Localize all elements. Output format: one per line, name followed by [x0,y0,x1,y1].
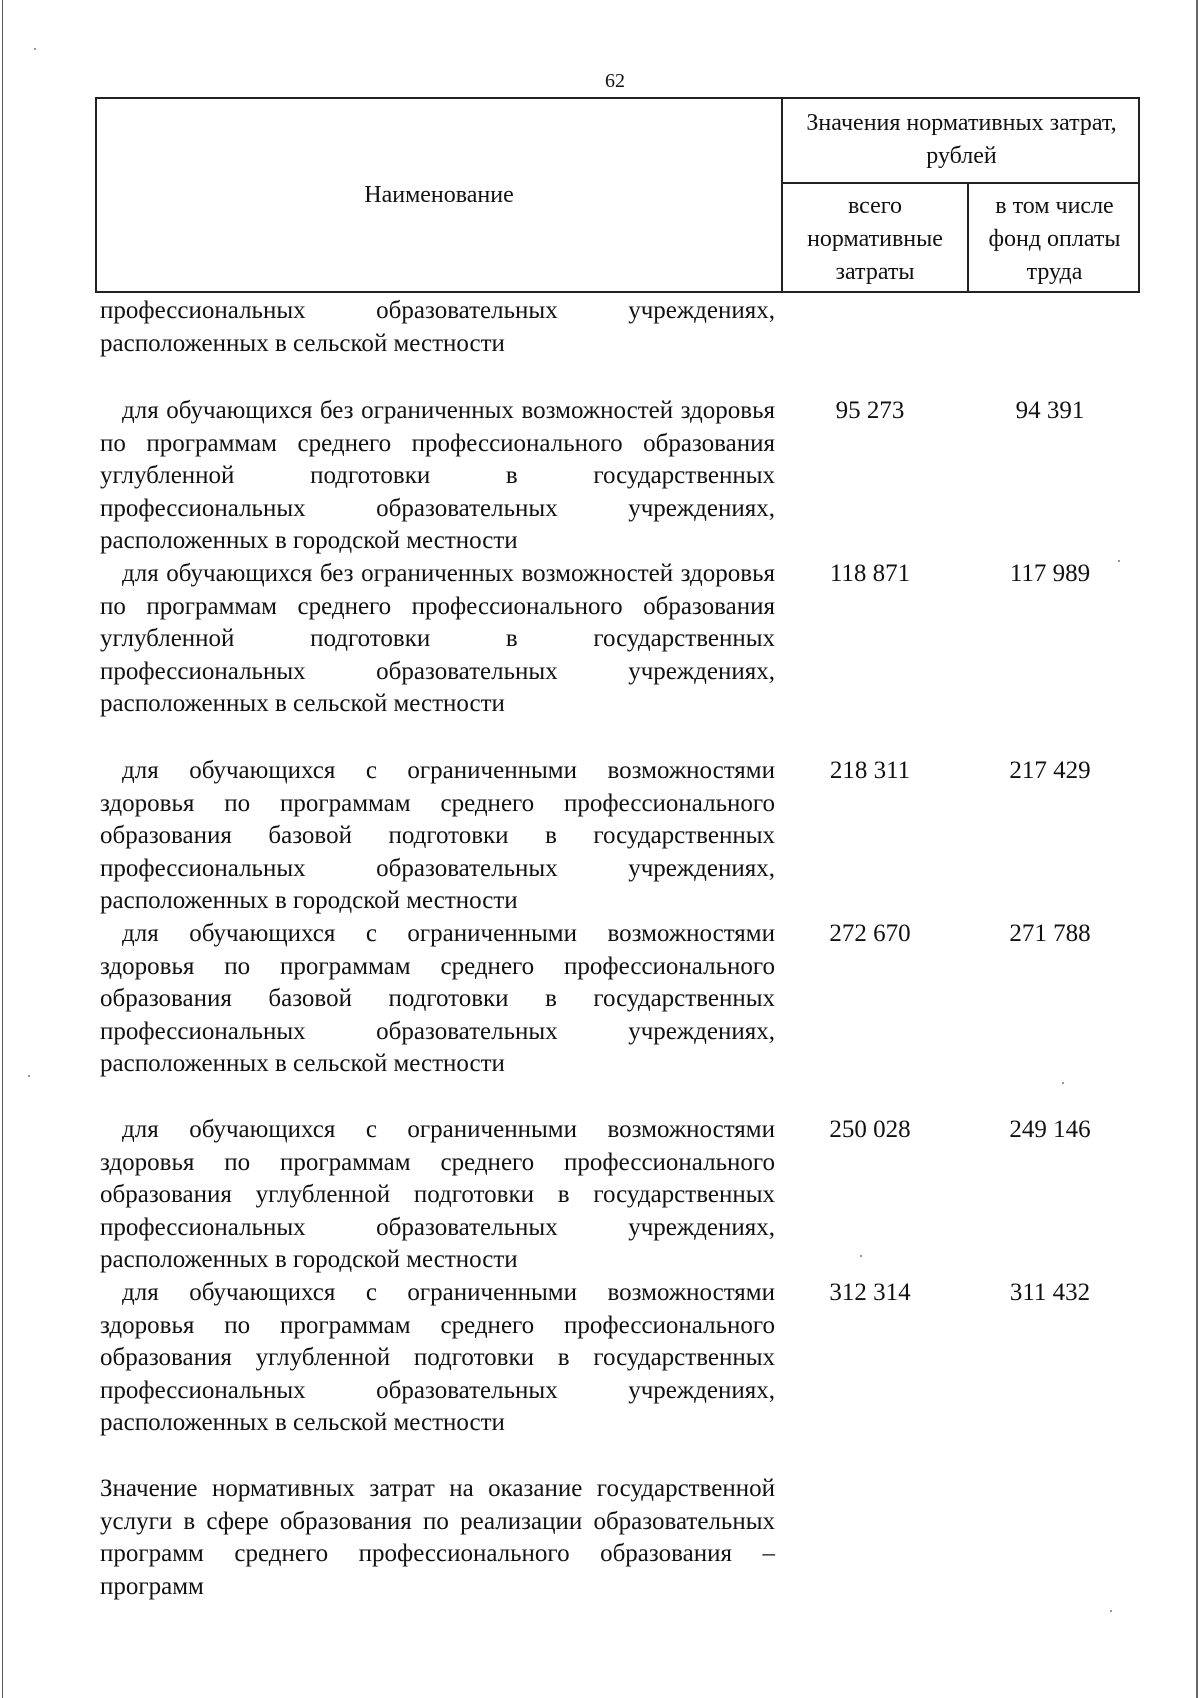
continuation-text: профессиональных образовательных учреждениях, расположенных в сельской местности [100,297,775,357]
page-number: 62 [605,70,625,92]
row-total-value: 95 273 [835,397,905,424]
header-fund-column: в том числе фонд оплаты труда [988,193,1121,285]
row-name: для обучающихся с ограниченными возможностями здоровья по программам среднего профессионального образования углубленной подготовки в государственных профессиональных образовательных учреждениях, расположенных в городской местности [100,1116,775,1274]
header-values-group: Значения нормативных затрат, рублей [806,110,1117,169]
row-total-value: 272 670 [829,920,911,947]
row-fund-value: 271 788 [1009,920,1091,947]
scan-speck [1118,560,1120,562]
row-total-value: 312 314 [829,1279,911,1306]
row-fund-value: 117 989 [1009,560,1091,587]
header-name-column: Наименование [364,182,514,208]
header-total-column: всего нормативные затраты [807,193,943,285]
scan-speck [28,1075,30,1077]
scan-speck [1110,1610,1112,1612]
scan-speck [34,48,36,50]
row-fund-value: 217 429 [1009,757,1091,784]
row-name: для обучающихся с ограниченными возможностями здоровья по программам среднего профессионального образования базовой подготовки в государственных профессиональных образовательных учреждениях, расположенных в городской местности [100,757,775,915]
row-total-value: 118 871 [829,560,911,587]
row-fund-value: 311 432 [1009,1279,1091,1306]
page-right-edge [1196,0,1198,1698]
trailing-text: Значение нормативных затрат на оказание государственной услуги в сфере образования по реализации образовательных программ среднего профессионального образования – программ [100,1475,775,1600]
row-name: для обучающихся с ограниченными возможностями здоровья по программам среднего профессионального образования базовой подготовки в государственных профессиональных образовательных учреждениях, расположенных в сельской местности [100,920,775,1078]
row-name: для обучающихся с ограниченными возможностями здоровья по программам среднего профессионального образования углубленной подготовки в государственных профессиональных образовательных учреждениях, расположенных в сельской местности [100,1279,775,1437]
page-left-edge [2,0,3,1698]
row-total-value: 250 028 [829,1116,911,1143]
row-fund-value: 94 391 [1015,397,1085,424]
table-header [95,97,1140,293]
scan-speck [860,1255,862,1257]
row-total-value: 218 311 [829,757,911,784]
row-name: для обучающихся без ограниченных возможностей здоровья по программам среднего профессионального образования углубленной подготовки в государственных профессиональных образовательных учреждениях, расположенных в сельской местности [100,560,775,718]
header-divider-horizontal [783,182,1140,184]
row-fund-value: 249 146 [1009,1116,1091,1143]
scan-speck [1062,1082,1064,1084]
row-name: для обучающихся без ограниченных возможностей здоровья по программам среднего профессионального образования углубленной подготовки в государственных профессиональных образовательных учреждениях, расположенных в городской местности [100,397,775,555]
